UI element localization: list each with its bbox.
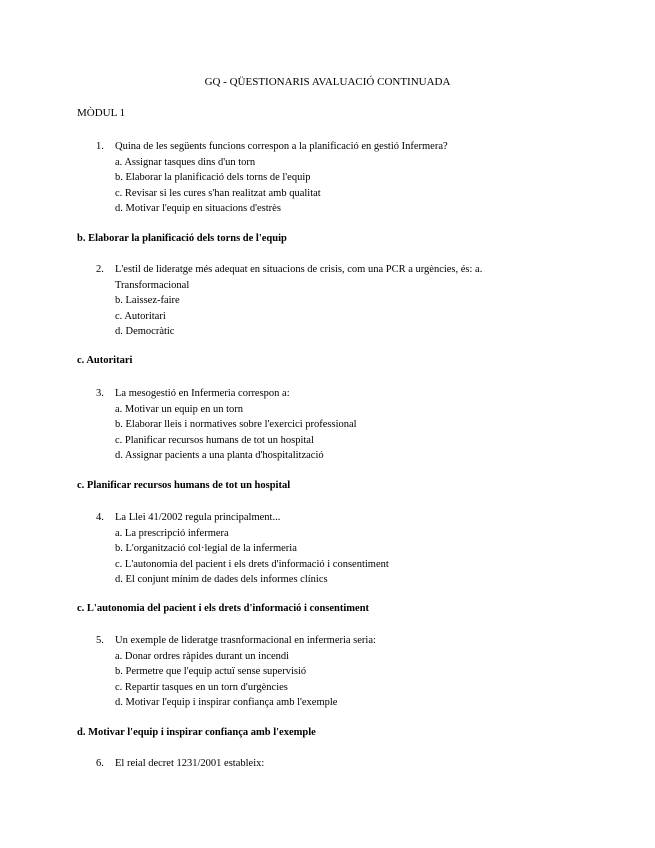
question-text: El reial decret 1231/2001 estableix: <box>115 758 265 769</box>
question-number: 4. <box>96 512 104 523</box>
answer-5: d. Motivar l'equip i inspirar confiança amb l'exemple <box>77 727 316 738</box>
question-number: 5. <box>96 635 104 646</box>
question-number: 2. <box>96 264 104 275</box>
options-list <box>115 155 546 217</box>
question-4 <box>96 510 546 588</box>
question-text: L'estil de lideratge més adequat en situacions de crisis, com una PCR a urgències, és: a. Transformacional <box>115 264 483 291</box>
question-6 <box>96 756 546 772</box>
option-c: c. Repartir tasques en un torn d'urgències <box>115 681 288 693</box>
option-b: b. Permetre que l'equip actuï sense supervisió <box>115 666 307 677</box>
answer-1: b. Elaborar la planificació dels torns de l'equip <box>77 233 287 244</box>
question-number: 3. <box>96 388 104 399</box>
options-list <box>115 293 546 340</box>
answer-4: c. L'autonomia del pacient i els drets d'informació i consentiment <box>77 603 370 614</box>
option-d: d. Motivar l'equip i inspirar confiança amb l'exemple <box>115 697 338 708</box>
question-5 <box>96 633 546 711</box>
question-2 <box>96 262 546 340</box>
options-list <box>115 526 546 588</box>
option-a: a. Assignar tasques dins d'un torn <box>115 156 256 168</box>
options-list <box>115 402 546 464</box>
option-b: b. Elaborar lleis i normatives sobre l'exercici professional <box>115 419 357 430</box>
module-heading: MÒDUL 1 <box>77 107 126 119</box>
option-a: a. Donar ordres ràpides durant un incendi <box>115 650 290 662</box>
option-c: c. Autoritari <box>115 310 166 322</box>
question-text: La mesogestió en Infermeria correspon a: <box>115 388 290 399</box>
document-title: GQ - QÜESTIONARIS AVALUACIÓ CONTINUADA <box>204 76 451 88</box>
question-3 <box>96 386 546 464</box>
question-1 <box>96 139 546 217</box>
option-a: a. La prescripció infermera <box>115 527 229 539</box>
answer-3: c. Planificar recursos humans de tot un hospital <box>77 480 291 491</box>
question-text: Un exemple de lideratge trasnformacional en infermeria seria: <box>115 635 376 646</box>
option-b: b. Laissez-faire <box>115 295 180 306</box>
option-d: d. El conjunt mínim de dades dels informes clínics <box>115 574 328 585</box>
option-c: c. Planificar recursos humans de tot un hospital <box>115 434 314 446</box>
option-d: d. Assignar pacients a una planta d'hospitalització <box>115 450 324 461</box>
question-number: 6. <box>96 758 104 769</box>
option-a: a. Motivar un equip en un torn <box>115 403 244 415</box>
question-text: La Llei 41/2002 regula principalment... <box>115 512 281 523</box>
option-c: c. L'autonomia del pacient i els drets d'informació i consentiment <box>115 558 389 570</box>
question-number: 1. <box>96 141 104 152</box>
option-d: d. Motivar l'equip en situacions d'estrès <box>115 203 281 214</box>
option-b: b. L'organització col·legial de la infermeria <box>115 543 297 554</box>
option-c: c. Revisar si les cures s'han realitzat amb qualitat <box>115 187 321 199</box>
options-list <box>115 649 546 711</box>
answer-2: c. Autoritari <box>77 355 133 366</box>
question-text: Quina de les següents funcions correspon a la planificació en gestió Infermera? <box>115 141 448 152</box>
option-d: d. Democràtic <box>115 326 175 337</box>
option-b: b. Elaborar la planificació dels torns de l'equip <box>115 172 311 183</box>
